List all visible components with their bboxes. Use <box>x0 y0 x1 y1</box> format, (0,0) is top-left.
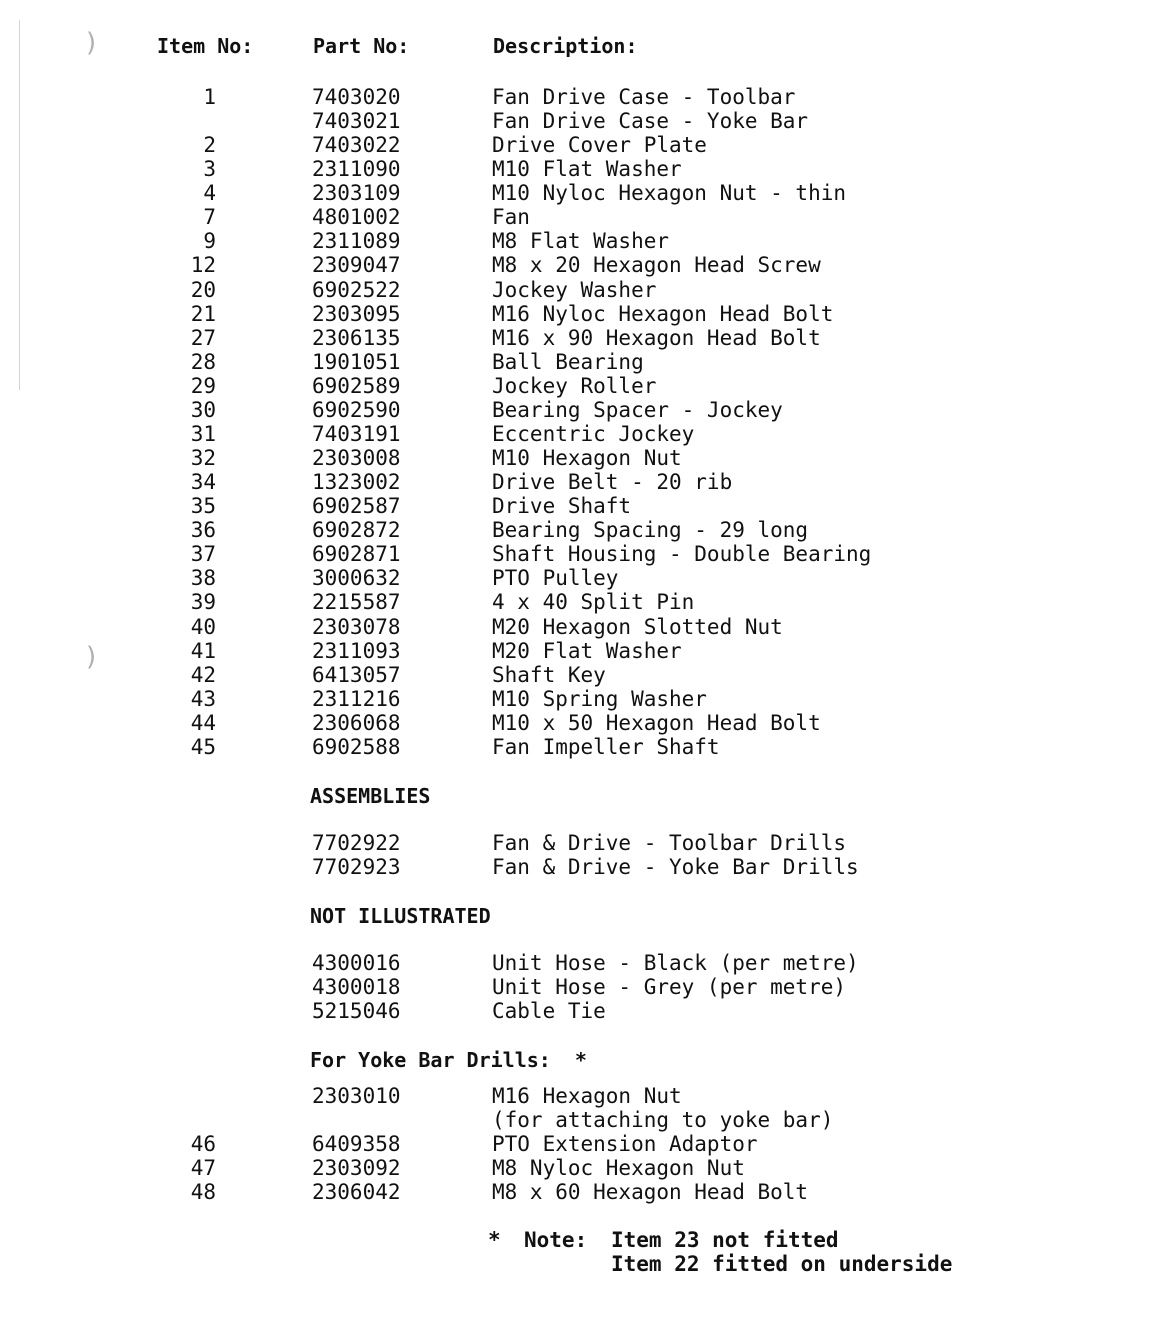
part-description: Unit Hose - Grey (per metre) <box>492 975 847 999</box>
parts-row <box>0 831 1158 855</box>
parts-row <box>0 975 1158 999</box>
part-description: PTO Pulley <box>492 566 619 591</box>
item-number: 32 <box>190 446 216 471</box>
part-number: 3000632 <box>312 566 401 591</box>
part-number: 6902587 <box>312 494 401 519</box>
part-description: Fan Drive Case - Yoke Bar <box>492 109 809 134</box>
item-number: 47 <box>190 1156 216 1180</box>
part-description: 4 x 40 Split Pin <box>492 590 695 615</box>
part-number: 2306135 <box>312 325 401 350</box>
item-no-header: Item No: <box>157 34 254 58</box>
parts-row <box>0 446 1158 470</box>
part-description: Bearing Spacing - 29 long <box>492 518 809 543</box>
parts-row <box>0 1084 1158 1108</box>
part-description: M16 x 90 Hexagon Head Bolt <box>492 325 821 350</box>
parts-row <box>0 494 1158 518</box>
part-number: 7403022 <box>312 133 401 158</box>
part-description: M10 Nyloc Hexagon Nut - thin <box>492 181 847 206</box>
part-number: 6902589 <box>312 373 401 398</box>
parts-row <box>0 181 1158 205</box>
note-star: * <box>488 1228 501 1252</box>
part-description: M20 Hexagon Slotted Nut <box>492 614 783 639</box>
part-number: 1901051 <box>312 349 401 374</box>
part-number: 2311093 <box>312 638 401 663</box>
part-number: 1323002 <box>312 470 401 495</box>
part-number: 2303010 <box>312 1084 401 1108</box>
item-number: 45 <box>190 734 216 759</box>
not-illustrated-title: NOT ILLUSTRATED <box>310 904 491 928</box>
parts-row <box>0 590 1158 614</box>
part-description: Fan <box>492 205 530 230</box>
parts-row <box>0 663 1158 687</box>
parts-row <box>0 639 1158 663</box>
part-description: M20 Flat Washer <box>492 638 682 663</box>
part-description: (for attaching to yoke bar) <box>492 1108 834 1132</box>
part-number: 6902871 <box>312 542 401 567</box>
part-description: Bearing Spacer - Jockey <box>492 397 783 422</box>
part-description: Cable Tie <box>492 999 606 1023</box>
part-number: 7403020 <box>312 85 401 109</box>
parts-row <box>0 470 1158 494</box>
item-number: 12 <box>190 253 216 278</box>
part-description: M16 Hexagon Nut <box>492 1084 682 1108</box>
part-description: Drive Shaft <box>492 494 632 519</box>
item-number: 2 <box>203 133 216 158</box>
parts-row <box>0 205 1158 229</box>
note-line-2: Item 22 fitted on underside <box>611 1252 953 1276</box>
item-number: 4 <box>203 181 216 206</box>
part-number: 2303109 <box>312 181 401 206</box>
item-number: 9 <box>203 229 216 254</box>
part-description: Ball Bearing <box>492 349 644 374</box>
parts-row <box>0 229 1158 253</box>
parts-row <box>0 1180 1158 1204</box>
part-description: Shaft Key <box>492 662 606 687</box>
part-number: 2215587 <box>312 590 401 615</box>
item-number: 42 <box>190 662 216 687</box>
item-number: 7 <box>203 205 216 230</box>
parts-row <box>0 711 1158 735</box>
yoke-bar-title: For Yoke Bar Drills: * <box>310 1048 587 1072</box>
parts-row <box>0 157 1158 181</box>
part-number: 7702923 <box>312 855 401 879</box>
item-number: 20 <box>190 277 216 302</box>
part-description: M8 Nyloc Hexagon Nut <box>492 1156 745 1180</box>
item-number: 29 <box>190 373 216 398</box>
item-number: 40 <box>190 614 216 639</box>
part-number: 2306042 <box>312 1180 401 1204</box>
item-number: 41 <box>190 638 216 663</box>
part-description: M8 x 20 Hexagon Head Screw <box>492 253 821 278</box>
part-description: PTO Extension Adaptor <box>492 1132 758 1156</box>
part-number: 2306068 <box>312 710 401 735</box>
part-number: 5215046 <box>312 999 401 1023</box>
part-description: M8 Flat Washer <box>492 229 670 254</box>
part-number: 4300016 <box>312 951 401 975</box>
item-number: 28 <box>190 349 216 374</box>
part-number: 7403021 <box>312 109 401 134</box>
part-number: 4801002 <box>312 205 401 230</box>
item-number: 31 <box>190 421 216 446</box>
parts-row <box>0 374 1158 398</box>
part-number: 6902522 <box>312 277 401 302</box>
item-number: 48 <box>190 1180 216 1204</box>
part-description: Fan Impeller Shaft <box>492 734 720 759</box>
punch-hole-mark: ) <box>86 28 97 58</box>
item-number: 30 <box>190 397 216 422</box>
item-number: 46 <box>190 1132 216 1156</box>
parts-row <box>0 542 1158 566</box>
item-number: 35 <box>190 494 216 519</box>
parts-row <box>0 1108 1158 1132</box>
part-number: 2311089 <box>312 229 401 254</box>
parts-row <box>0 687 1158 711</box>
part-number: 2311216 <box>312 686 401 711</box>
item-number: 36 <box>190 518 216 543</box>
part-description: M10 x 50 Hexagon Head Bolt <box>492 710 821 735</box>
part-number: 2303008 <box>312 446 401 471</box>
item-number: 44 <box>190 710 216 735</box>
part-number: 7403191 <box>312 421 401 446</box>
note-line-1: Item 23 not fitted <box>611 1228 839 1252</box>
parts-row <box>0 278 1158 302</box>
item-number: 43 <box>190 686 216 711</box>
parts-row <box>0 518 1158 542</box>
parts-row <box>0 855 1158 879</box>
parts-row <box>0 350 1158 374</box>
parts-row <box>0 422 1158 446</box>
parts-row <box>0 133 1158 157</box>
parts-row <box>0 1132 1158 1156</box>
parts-row <box>0 326 1158 350</box>
parts-row <box>0 615 1158 639</box>
item-number: 34 <box>190 470 216 495</box>
part-description: Jockey Roller <box>492 373 657 398</box>
item-number: 21 <box>190 301 216 326</box>
part-number: 6413057 <box>312 662 401 687</box>
part-description: Fan Drive Case - Toolbar <box>492 85 796 109</box>
part-description: M16 Nyloc Hexagon Head Bolt <box>492 301 834 326</box>
part-number: 2303092 <box>312 1156 401 1180</box>
description-header: Description: <box>493 34 638 58</box>
part-description: Drive Belt - 20 rib <box>492 470 733 495</box>
part-number: 7702922 <box>312 831 401 855</box>
part-description: Fan & Drive - Toolbar Drills <box>492 831 847 855</box>
parts-row <box>0 1156 1158 1180</box>
item-number: 39 <box>190 590 216 615</box>
part-description: M8 x 60 Hexagon Head Bolt <box>492 1180 809 1204</box>
part-description: Jockey Washer <box>492 277 657 302</box>
part-description: M10 Spring Washer <box>492 686 707 711</box>
part-description: Shaft Housing - Double Bearing <box>492 542 872 567</box>
part-description: M10 Hexagon Nut <box>492 446 682 471</box>
part-description: Drive Cover Plate <box>492 133 707 158</box>
parts-row <box>0 253 1158 277</box>
part-number: 2303095 <box>312 301 401 326</box>
part-number: 4300018 <box>312 975 401 999</box>
parts-row <box>0 302 1158 326</box>
part-number: 2303078 <box>312 614 401 639</box>
part-number: 6902590 <box>312 397 401 422</box>
part-description: M10 Flat Washer <box>492 157 682 182</box>
item-number: 37 <box>190 542 216 567</box>
assemblies-title: ASSEMBLIES <box>310 784 431 808</box>
note-label: Note: <box>524 1228 588 1252</box>
punch-hole-mark: ) <box>86 642 97 672</box>
item-number: 27 <box>190 325 216 350</box>
part-description: Eccentric Jockey <box>492 421 695 446</box>
item-number: 38 <box>190 566 216 591</box>
part-no-header: Part No: <box>313 34 410 58</box>
part-number: 6902588 <box>312 734 401 759</box>
parts-row <box>0 735 1158 759</box>
parts-row <box>0 398 1158 422</box>
part-number: 2311090 <box>312 157 401 182</box>
item-number: 3 <box>203 157 216 182</box>
part-number: 6902872 <box>312 518 401 543</box>
parts-row <box>0 566 1158 590</box>
part-number: 2309047 <box>312 253 401 278</box>
part-number: 6409358 <box>312 1132 401 1156</box>
item-number: 1 <box>203 85 216 109</box>
parts-row <box>0 109 1158 133</box>
parts-row <box>0 999 1158 1023</box>
parts-row <box>0 85 1158 109</box>
part-description: Unit Hose - Black (per metre) <box>492 951 859 975</box>
parts-row <box>0 951 1158 975</box>
part-description: Fan & Drive - Yoke Bar Drills <box>492 855 859 879</box>
